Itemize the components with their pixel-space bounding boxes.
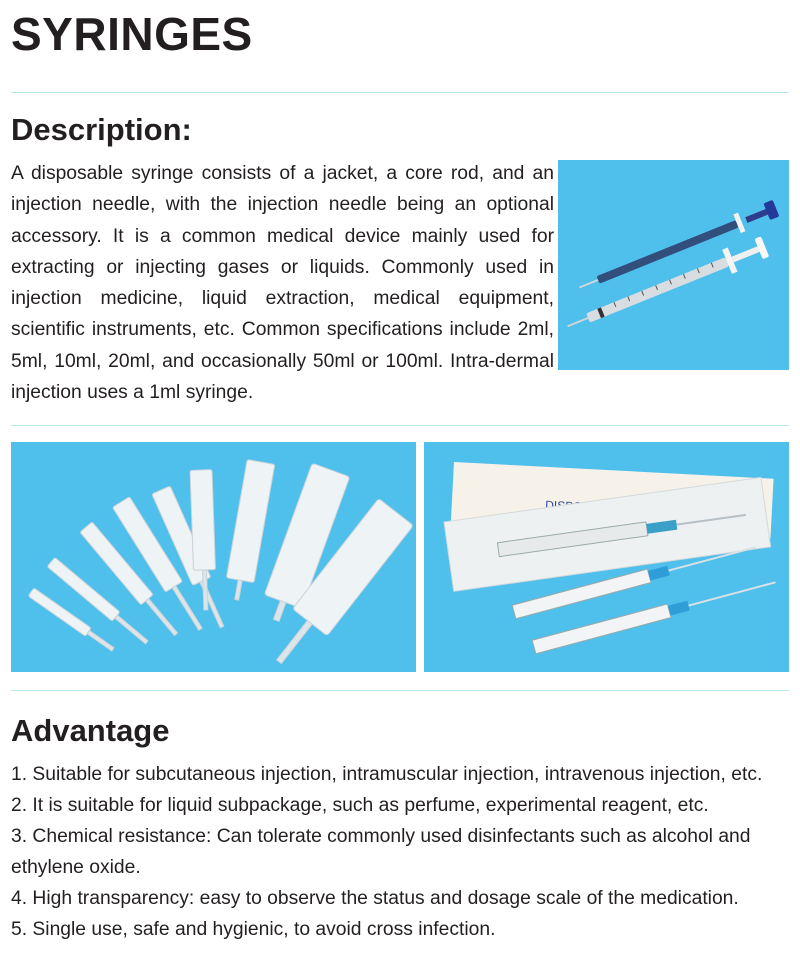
divider	[11, 92, 789, 93]
photo-packaged-syringes	[424, 442, 789, 672]
list-item: 2. It is suitable for liquid subpackage, such as perfume, experimental reagent, etc.	[11, 795, 709, 816]
list-item: 5. Single use, safe and hygienic, to avoid cross infection.	[11, 919, 496, 940]
list-item: 1. Suitable for subcutaneous injection, intramuscular injection, intravenous injection, etc.	[11, 764, 763, 785]
photo-1ml-syringes	[558, 160, 789, 370]
list-item: 4. High transparency: easy to observe the status and dosage scale of the medication.	[11, 888, 739, 909]
list-item: 3. Chemical resistance: Can tolerate commonly used disinfectants such as alcohol and ethylene oxide.	[11, 826, 751, 878]
advantage-heading: Advantage	[11, 713, 170, 748]
advantage-list	[11, 759, 796, 945]
page-title: SYRINGES	[11, 8, 253, 60]
divider	[11, 690, 789, 691]
description-text: A disposable syringe consists of a jacket, a core rod, and an injection needle, with the injection needle being an optional accessory. It is a common medical device mainly used for extracting or injecting gases or liquids. Commonly used in injection medicine, liquid extraction, medical equipment, scientific instruments, etc. Common specifications include 2ml, 5ml, 10ml, 20ml, and occasionally 50ml or 100ml. Intra-dermal injection uses a 1ml syringe.	[11, 163, 554, 404]
divider	[11, 425, 789, 426]
description-heading: Description:	[11, 112, 192, 147]
photo-syringe-sizes	[11, 442, 416, 672]
